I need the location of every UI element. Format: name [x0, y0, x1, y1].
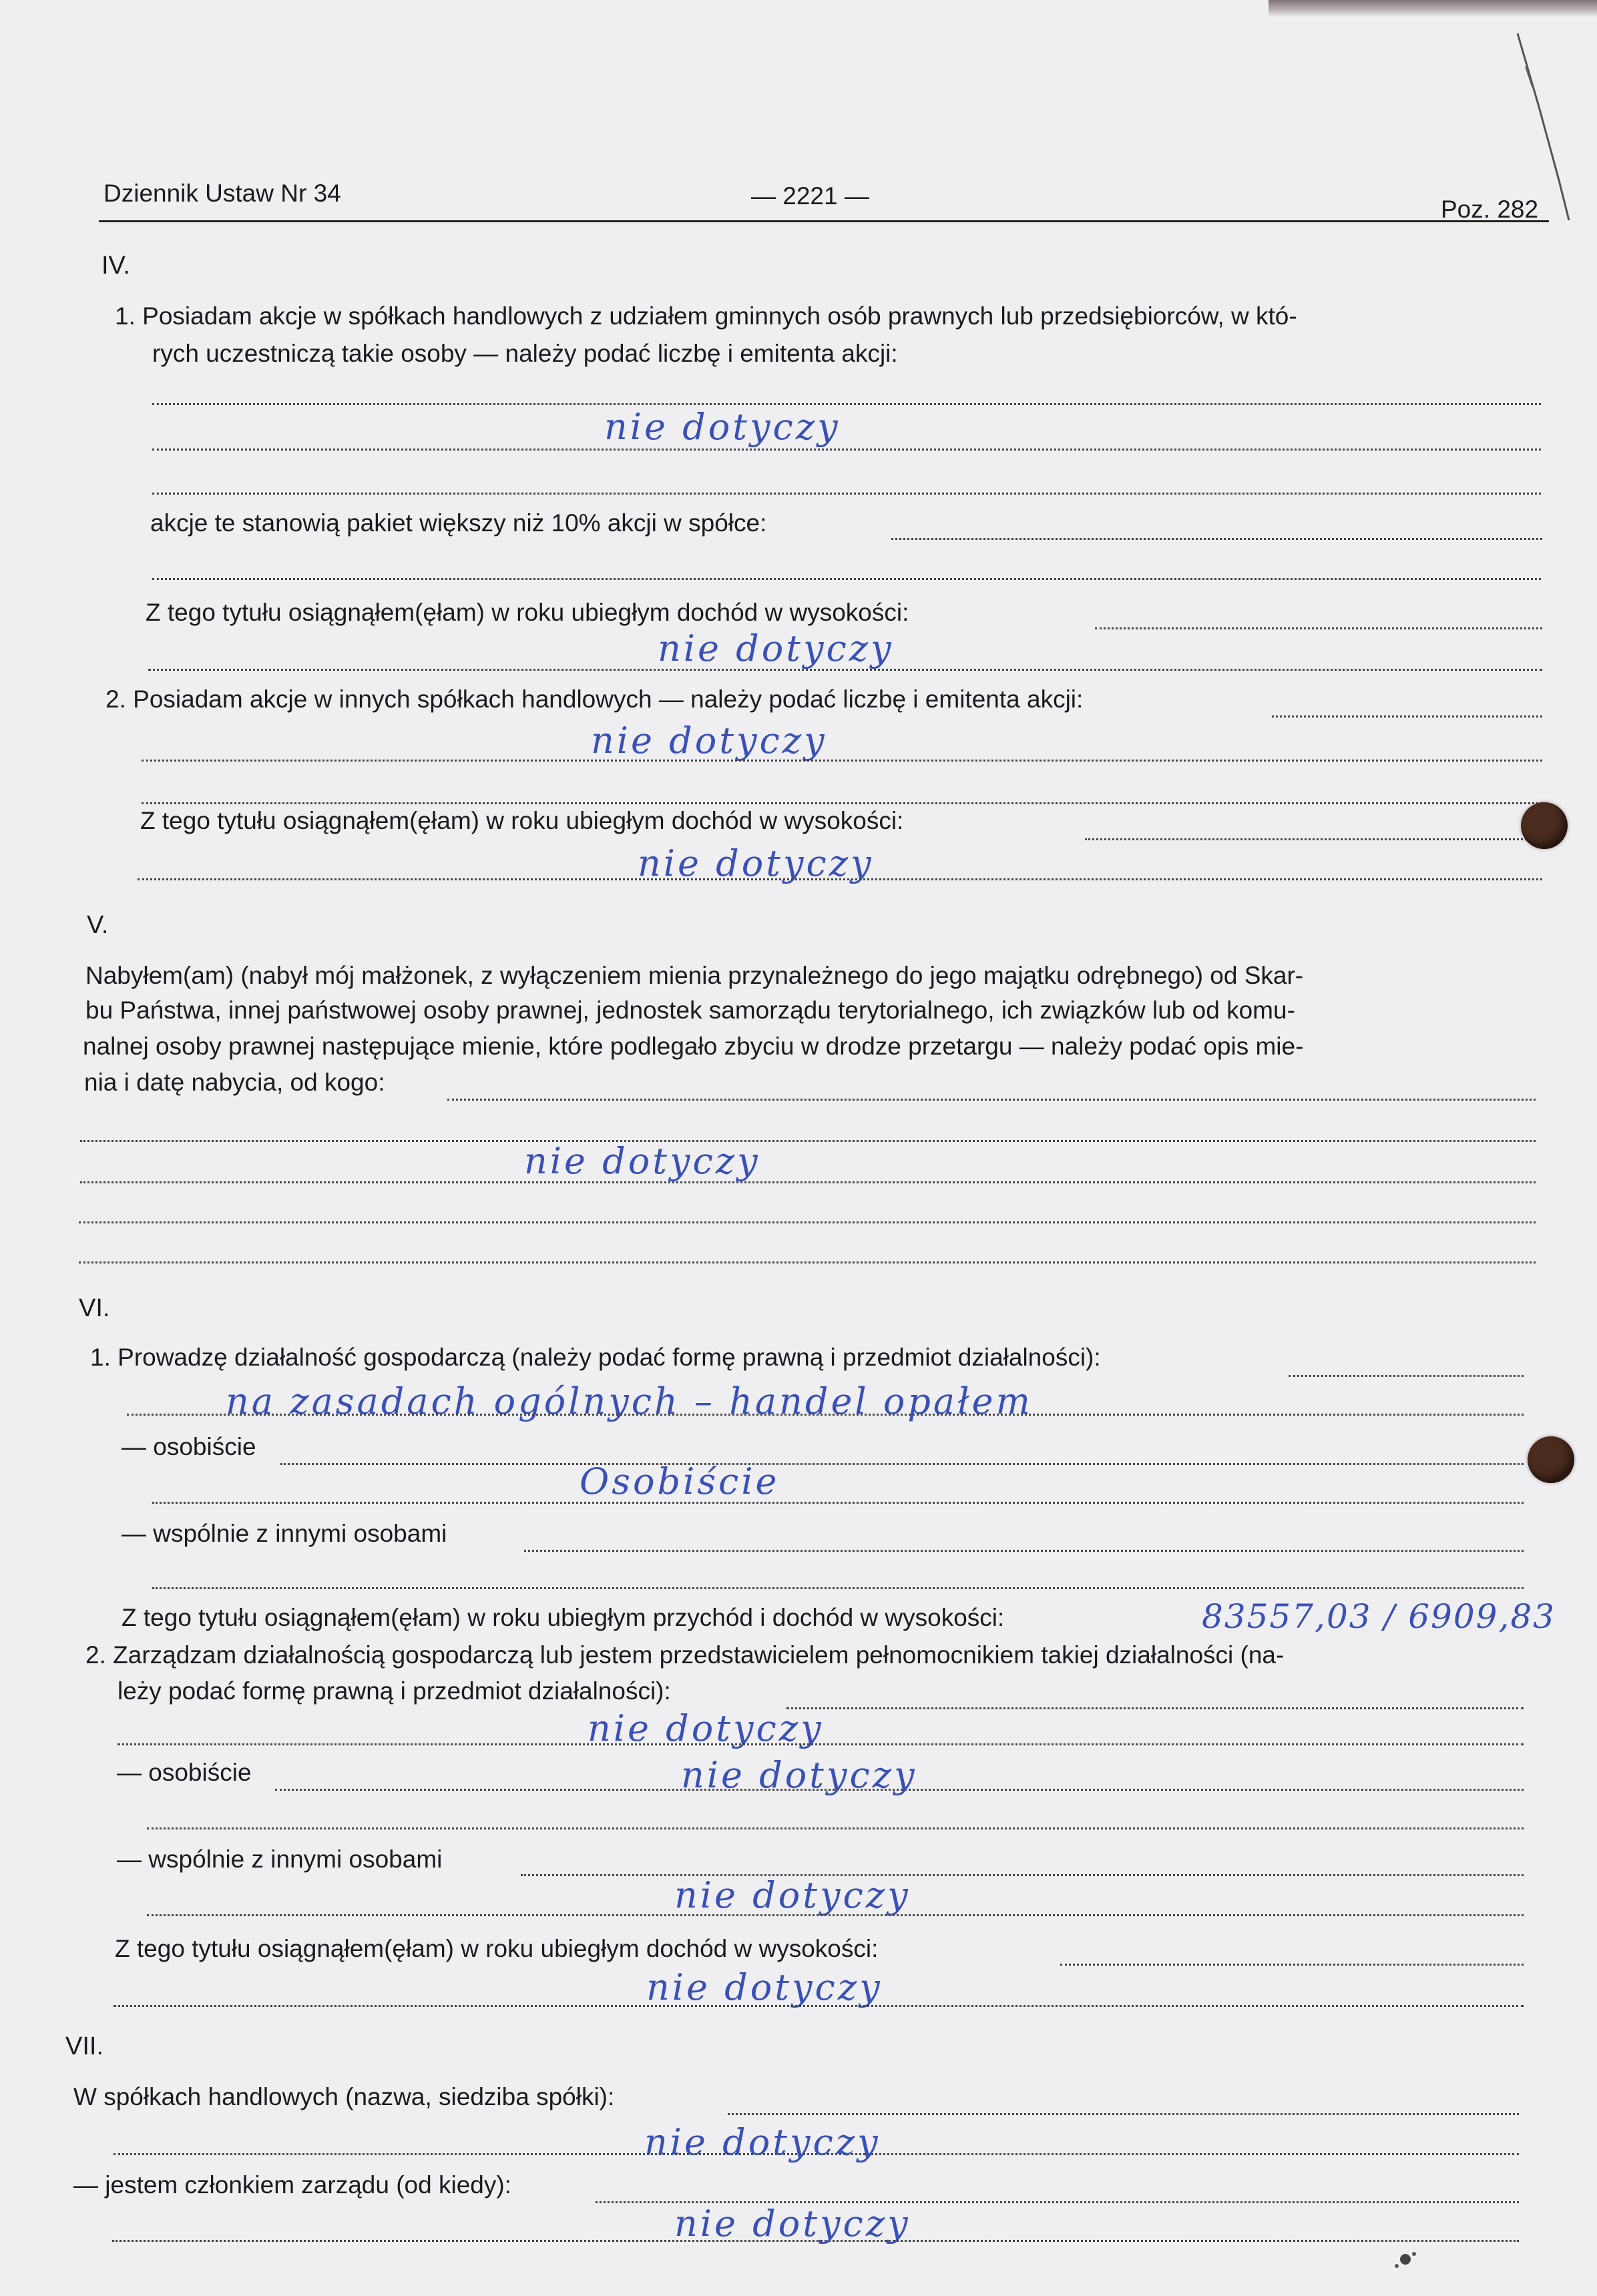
answer-line	[280, 1463, 1524, 1465]
journal-title: Dziennik Ustaw Nr 34	[103, 180, 341, 207]
answer-line	[152, 1502, 1524, 1504]
vi-q2-personally-label: — osobiście	[117, 1759, 252, 1786]
answer-line	[1289, 1375, 1524, 1377]
handwritten-income: 83557,03 / 6909,83	[1202, 1597, 1556, 1636]
handwritten-answer: nie dotyczy	[591, 720, 827, 762]
answer-line	[147, 1827, 1524, 1829]
answer-line	[152, 493, 1541, 495]
handwritten-answer: nie dotyczy	[638, 842, 874, 884]
handwritten-answer: nie dotyczy	[646, 1966, 883, 2008]
answer-line	[142, 802, 1542, 804]
answer-line	[447, 1099, 1536, 1101]
answer-line	[728, 2113, 1519, 2115]
vi-jointly-label: — wspólnie z innymi osobami	[122, 1520, 447, 1547]
vii-board-label: — jestem członkiem zarządu (od kiedy):	[73, 2171, 511, 2199]
position-number: Poz. 282	[1441, 196, 1539, 223]
answer-line	[1085, 838, 1542, 840]
answer-line	[80, 1140, 1536, 1142]
answer-line	[1272, 715, 1542, 718]
v-text-line4: nia i datę nabycia, od kogo:	[84, 1069, 385, 1096]
section-v-heading: V.	[87, 911, 109, 939]
answer-line	[118, 1743, 1524, 1745]
answer-line	[521, 1874, 1524, 1876]
handwritten-answer: nie dotyczy	[681, 1754, 917, 1796]
handwritten-answer: Osobiście	[580, 1460, 780, 1502]
answer-line	[786, 1707, 1524, 1709]
handwritten-answer: nie dotyczy	[604, 406, 841, 448]
answer-line	[79, 1261, 1536, 1263]
answer-line	[113, 2005, 1524, 2007]
handwritten-answer: nie dotyczy	[588, 1707, 824, 1749]
answer-line	[891, 538, 1542, 540]
vi-q1-text: 1. Prowadzę działalność gospodarczą (należy podać formę prawną i przedmiot działalności):	[90, 1344, 1101, 1371]
answer-line	[152, 403, 1541, 405]
vi-q2-text-line2: leży podać formę prawną i przedmiot działalności):	[118, 1677, 671, 1705]
iv-q1-income-text: Z tego tytułu osiągnąłem(ęłam) w roku ubiegłym dochód w wysokości:	[146, 599, 909, 626]
handwritten-answer: na zasadach ogólnych – handel opałem	[226, 1380, 1033, 1422]
handwritten-answer: nie dotyczy	[674, 1874, 911, 1916]
answer-line	[148, 669, 1542, 671]
section-iv-heading: IV.	[101, 252, 130, 280]
punch-hole	[1521, 802, 1568, 849]
iv-q1-text-line2: rych uczestniczą takie osoby — należy podać liczbę i emitenta akcji:	[152, 340, 898, 367]
answer-line	[1060, 1964, 1524, 1966]
handwritten-answer: nie dotyczy	[644, 2121, 881, 2163]
answer-line	[152, 1587, 1524, 1589]
vii-companies-label: W spółkach handlowych (nazwa, siedziba spółki):	[73, 2083, 615, 2110]
handwritten-answer: nie dotyczy	[658, 627, 894, 669]
handwritten-answer: nie dotyczy	[524, 1140, 760, 1182]
section-vii-heading: VII.	[65, 2032, 104, 2060]
answer-line	[1095, 627, 1542, 629]
v-text-line1: Nabyłem(am) (nabył mój małżonek, z wyłączeniem mienia przynależnego do jego majątku odrębnego) od Skar-	[85, 962, 1304, 989]
answer-line	[80, 1181, 1536, 1183]
iv-q1-text-line1: 1. Posiadam akcje w spółkach handlowych z udziałem gminnych osób prawnych lub przedsiębiorców, w któ-	[115, 302, 1297, 330]
v-text-line3: nalnej osoby prawnej następujące mienie, które podlegało zbyciu w drodze przetargu — należy podać opis mie-	[83, 1033, 1304, 1060]
punch-hole	[1528, 1436, 1574, 1483]
ink-smudge	[1389, 2246, 1422, 2273]
answer-line	[142, 760, 1542, 762]
vi-q1-income-text: Z tego tytułu osiągnąłem(ęłam) w roku ubiegłym przychód i dochód w wysokości:	[122, 1604, 1005, 1631]
answer-line	[79, 1221, 1536, 1223]
scan-shadow	[1269, 0, 1597, 17]
v-text-line2: bu Państwa, innej państwowej osoby prawnej, jednostek samorządu terytorialnego, ich związków lub od komu-	[85, 996, 1295, 1024]
iv-q1-package-text: akcje te stanowią pakiet większy niż 10% akcji w spółce:	[150, 509, 767, 537]
vi-personally-label: — osobiście	[122, 1433, 256, 1460]
iv-q2-text: 2. Posiadam akcje w innych spółkach handlowych — należy podać liczbę i emitenta akcji:	[105, 685, 1084, 713]
answer-line	[138, 878, 1542, 880]
handwritten-answer: nie dotyczy	[674, 2203, 911, 2245]
answer-line	[152, 449, 1541, 451]
section-vi-heading: VI.	[79, 1294, 110, 1322]
vi-q2-jointly-label: — wspólnie z innymi osobami	[117, 1845, 443, 1873]
vi-q2-income-text: Z tego tytułu osiągnąłem(ęłam) w roku ubiegłym dochód w wysokości:	[115, 1935, 879, 1962]
answer-line	[152, 578, 1541, 580]
answer-line	[147, 1914, 1524, 1916]
vi-q2-text-line1: 2. Zarządzam działalnością gospodarczą lub jestem przedstawicielem pełnomocnikiem takiej działalności (na-	[85, 1641, 1285, 1669]
answer-line	[524, 1550, 1524, 1552]
answer-line	[127, 1414, 1524, 1416]
header-rule	[99, 220, 1549, 222]
page-number: — 2221 —	[751, 182, 869, 210]
iv-q2-income-text: Z tego tytułu osiągnąłem(ęłam) w roku ubiegłym dochód w wysokości:	[140, 807, 904, 834]
